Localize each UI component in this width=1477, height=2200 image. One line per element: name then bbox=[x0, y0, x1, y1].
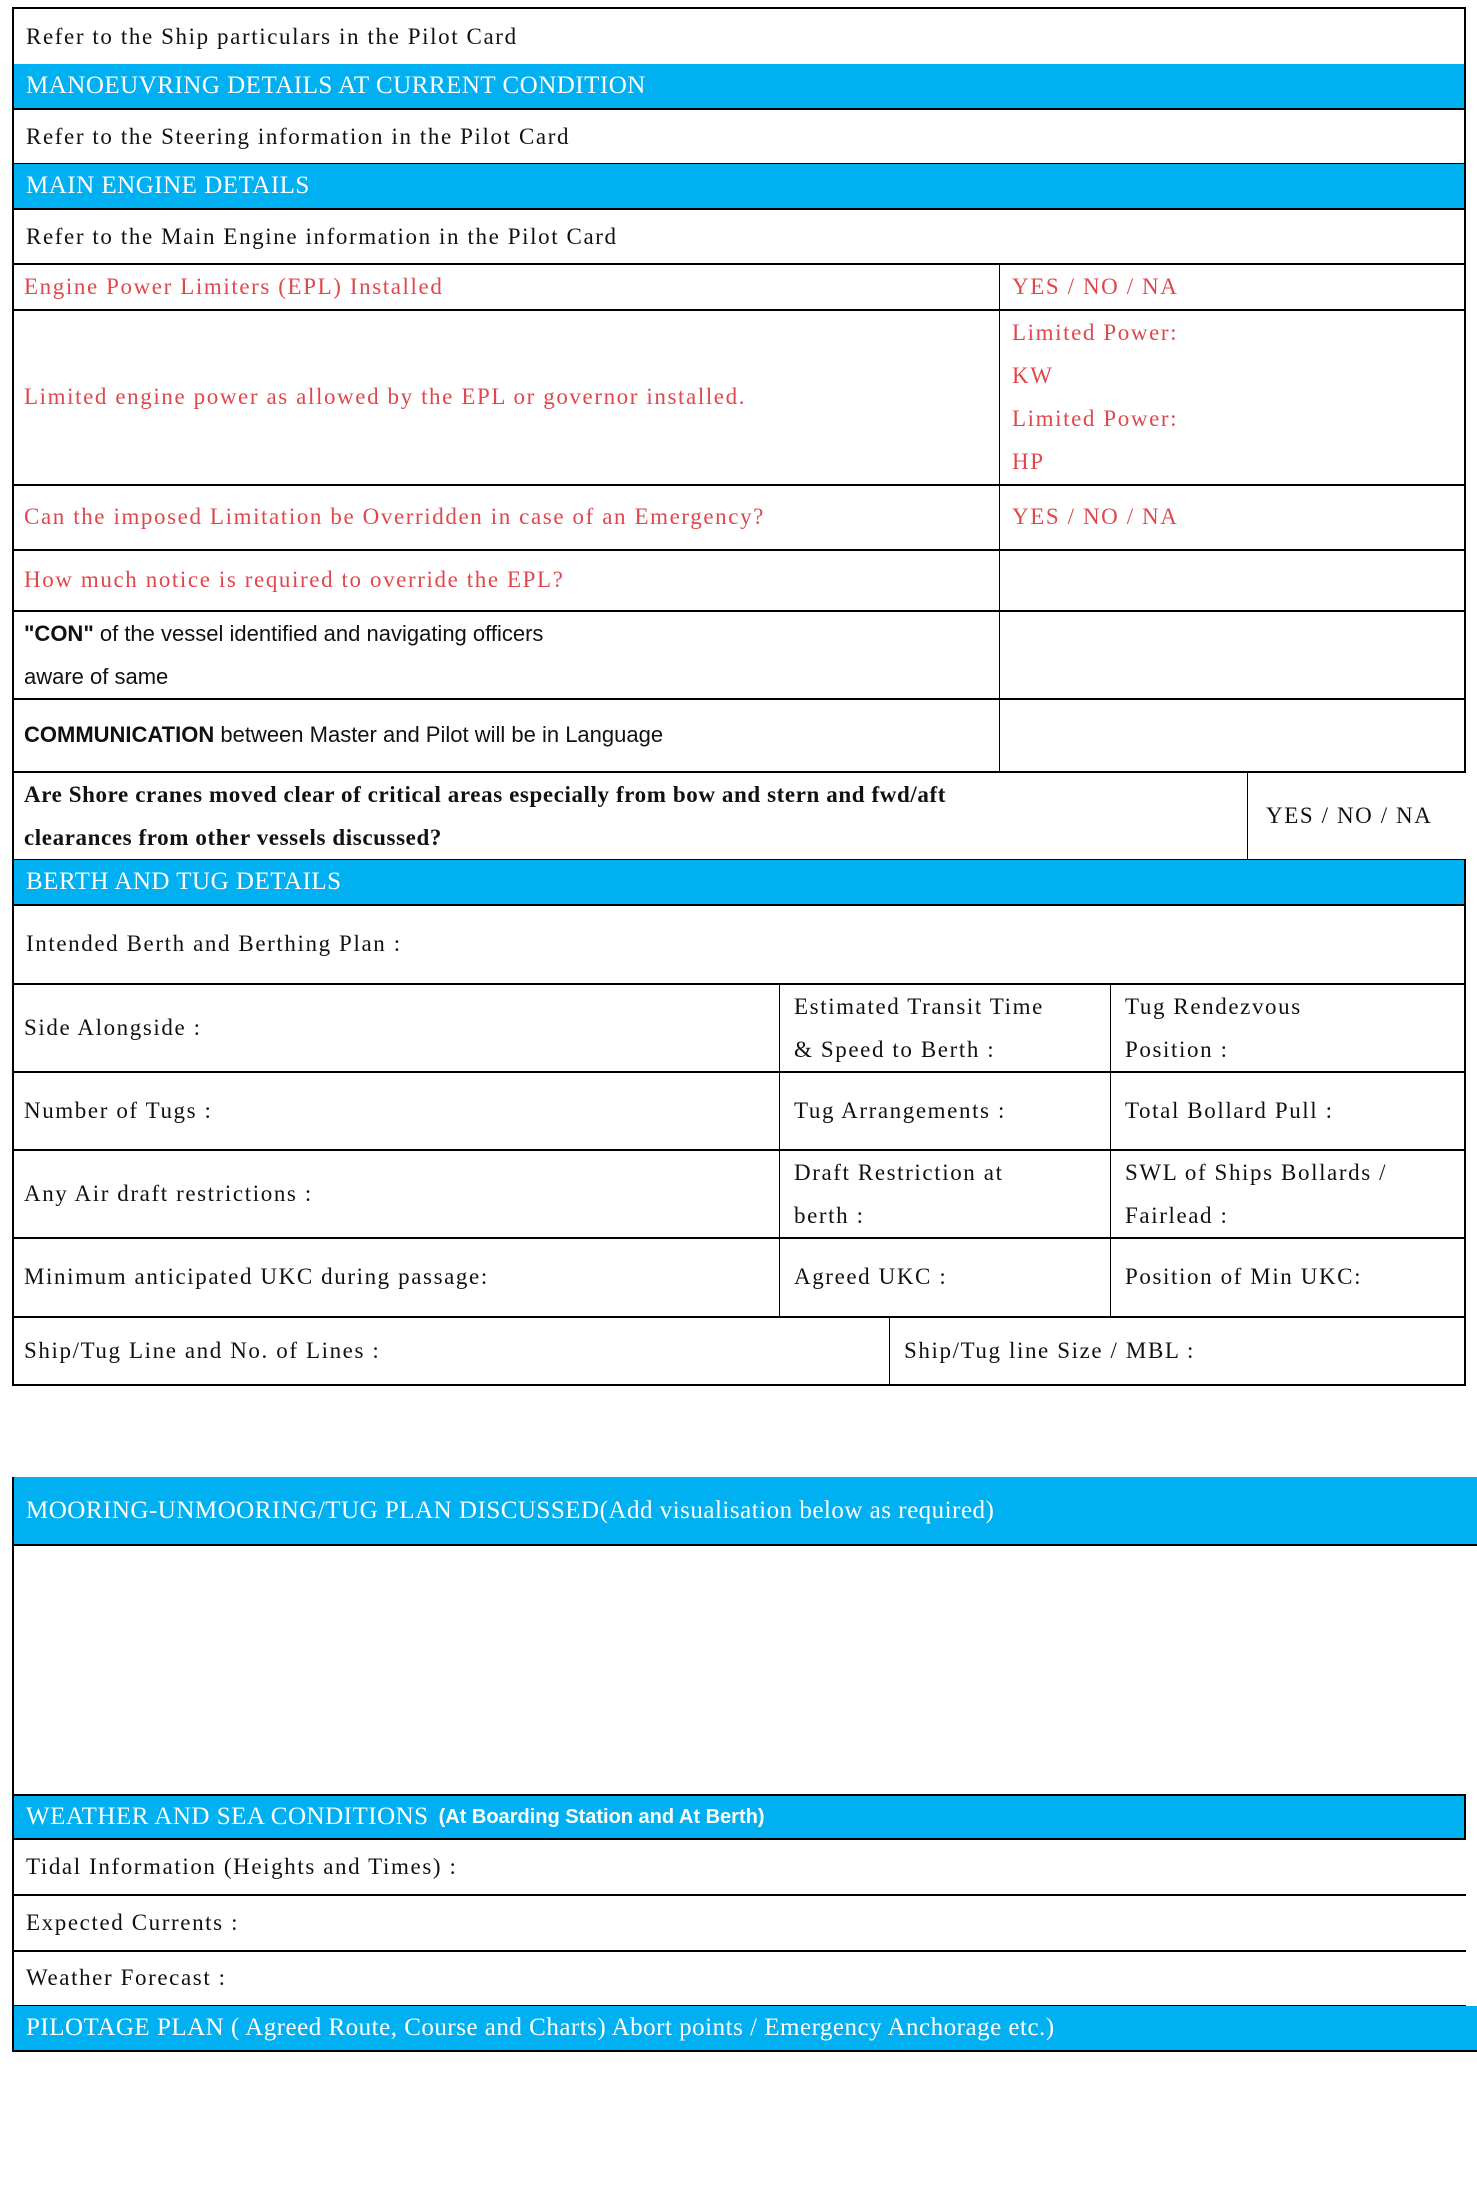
air-draft-label: Any Air draft restrictions : bbox=[24, 1180, 313, 1206]
expected-currents-label: Expected Currents : bbox=[26, 1909, 240, 1935]
tug-line-size-label: Ship/Tug line Size / MBL : bbox=[904, 1337, 1196, 1363]
berth-grid-row bbox=[12, 1238, 1466, 1318]
tug-lines-row bbox=[12, 1317, 1466, 1386]
limited-power-kw-label: Limited Power: bbox=[1012, 320, 1179, 345]
tug-rendezvous-label-line1: Tug Rendezvous bbox=[1125, 993, 1302, 1019]
pilotage-header-title: PILOTAGE PLAN ( Agreed Route, Course and Charts) Abort points / Emergency Anchorage etc.) bbox=[26, 2014, 1055, 2041]
tug-rendezvous-label-line2: Position : bbox=[1125, 1036, 1229, 1062]
total-bollard-pull-field[interactable] bbox=[1110, 1072, 1464, 1149]
tug-lines-count-label: Ship/Tug Line and No. of Lines : bbox=[24, 1337, 381, 1363]
intended-berth-label: Intended Berth and Berthing Plan : bbox=[26, 931, 402, 956]
expected-currents-row[interactable] bbox=[12, 1895, 1466, 1952]
main-engine-section-header bbox=[12, 164, 1466, 210]
berth-grid-row bbox=[12, 984, 1466, 1073]
weather-forecast-row[interactable] bbox=[12, 1951, 1466, 2007]
ship-particulars-note: Refer to the Ship particulars in the Pilot Card bbox=[26, 23, 518, 49]
shore-cranes-yes-no-na[interactable]: YES / NO / NA bbox=[1266, 802, 1433, 828]
con-label-bold: "CON" bbox=[24, 620, 94, 646]
tug-lines-count-field[interactable] bbox=[14, 1317, 891, 1384]
berth-grid-row bbox=[12, 1072, 1466, 1151]
shore-cranes-label-line1: Are Shore cranes moved clear of critical areas especially from bow and stern and fwd/aft bbox=[24, 781, 946, 807]
berth-tug-section-header bbox=[12, 860, 1466, 906]
con-label-line1 bbox=[24, 612, 543, 655]
communication-label bbox=[24, 722, 663, 748]
air-draft-field[interactable] bbox=[14, 1150, 781, 1237]
transit-time-label-line1: Estimated Transit Time bbox=[794, 993, 1044, 1019]
limited-power-label: Limited engine power as allowed by the EPL or governor installed. bbox=[24, 384, 747, 409]
number-of-tugs-label: Number of Tugs : bbox=[24, 1097, 213, 1123]
tug-arrangements-label: Tug Arrangements : bbox=[794, 1097, 1006, 1123]
draft-restriction-label-line1: Draft Restriction at bbox=[794, 1159, 1004, 1185]
override-yes-no-na[interactable]: YES / NO / NA bbox=[1012, 504, 1179, 529]
tidal-info-label: Tidal Information (Heights and Times) : bbox=[26, 1853, 458, 1879]
swl-bollards-field[interactable] bbox=[1110, 1150, 1464, 1237]
tug-rendezvous-field[interactable] bbox=[1110, 984, 1464, 1071]
tidal-info-row[interactable] bbox=[12, 1839, 1466, 1896]
steering-row bbox=[12, 110, 1466, 165]
override-label-cell bbox=[14, 485, 1001, 549]
ship-particulars-row bbox=[12, 9, 1466, 66]
manoeuvring-header-title: MANOEUVRING DETAILS AT CURRENT CONDITION bbox=[26, 72, 646, 99]
number-of-tugs-field[interactable] bbox=[14, 1072, 781, 1149]
communication-label-bold: COMMUNICATION bbox=[24, 722, 215, 747]
con-label-line2: aware of same bbox=[24, 663, 169, 689]
transit-time-field[interactable] bbox=[779, 984, 1112, 1071]
swl-bollards-label-line2: Fairlead : bbox=[1125, 1202, 1229, 1228]
berth-grid-row bbox=[12, 1150, 1466, 1239]
override-label: Can the imposed Limitation be Overridden in case of an Emergency? bbox=[24, 504, 765, 529]
con-value-field[interactable] bbox=[999, 611, 1464, 698]
communication-row bbox=[12, 699, 1466, 773]
min-ukc-label: Minimum anticipated UKC during passage: bbox=[24, 1264, 489, 1289]
limited-power-label-cell bbox=[14, 310, 1001, 484]
con-label-cell bbox=[14, 611, 1001, 698]
shore-cranes-label-line2: clearances from other vessels discussed? bbox=[24, 824, 442, 850]
limited-power-row bbox=[12, 310, 1466, 486]
side-alongside-label: Side Alongside : bbox=[24, 1014, 202, 1040]
draft-restriction-label-line2: berth : bbox=[794, 1202, 865, 1228]
override-options[interactable] bbox=[999, 485, 1464, 549]
limited-power-hp-field[interactable]: HP bbox=[1012, 449, 1045, 474]
epl-installed-label-cell bbox=[14, 264, 1001, 309]
mooring-visualisation-area[interactable] bbox=[12, 1546, 1466, 1796]
epl-installed-row bbox=[12, 264, 1466, 311]
intended-berth-row[interactable] bbox=[12, 905, 1466, 985]
notice-row bbox=[12, 550, 1466, 612]
con-row bbox=[12, 611, 1466, 700]
epl-installed-label: Engine Power Limiters (EPL) Installed bbox=[24, 273, 444, 299]
weather-header-subtitle: (At Boarding Station and At Berth) bbox=[438, 1805, 765, 1828]
position-min-ukc-label: Position of Min UKC: bbox=[1125, 1264, 1363, 1289]
transit-time-label-line2: & Speed to Berth : bbox=[794, 1036, 996, 1062]
total-bollard-pull-label: Total Bollard Pull : bbox=[1125, 1097, 1334, 1123]
weather-section-header bbox=[12, 1794, 1466, 1840]
shore-cranes-options[interactable] bbox=[1247, 772, 1466, 859]
limited-power-hp-label: Limited Power: bbox=[1012, 406, 1179, 431]
limited-power-kw-field[interactable]: KW bbox=[1012, 363, 1054, 388]
main-engine-header-title: MAIN ENGINE DETAILS bbox=[26, 172, 310, 199]
override-row bbox=[12, 485, 1466, 551]
epl-installed-options[interactable] bbox=[999, 264, 1464, 309]
agreed-ukc-label: Agreed UKC : bbox=[794, 1264, 948, 1289]
notice-value-field[interactable] bbox=[999, 550, 1464, 610]
communication-label-cell bbox=[14, 699, 1001, 771]
main-engine-note: Refer to the Main Engine information in the Pilot Card bbox=[26, 223, 618, 249]
main-engine-row bbox=[12, 210, 1466, 265]
tug-line-size-field[interactable] bbox=[889, 1317, 1464, 1384]
communication-language-field[interactable] bbox=[999, 699, 1464, 771]
limited-power-values[interactable] bbox=[999, 310, 1464, 484]
pilotage-section-header bbox=[12, 2006, 1477, 2052]
swl-bollards-label-line1: SWL of Ships Bollards / bbox=[1125, 1159, 1388, 1185]
berth-tug-header-title: BERTH AND TUG DETAILS bbox=[26, 868, 342, 895]
position-min-ukc-field[interactable] bbox=[1110, 1238, 1464, 1316]
weather-header-title: WEATHER AND SEA CONDITIONS bbox=[26, 1803, 429, 1830]
min-ukc-field[interactable] bbox=[14, 1238, 781, 1316]
mooring-section-header bbox=[12, 1477, 1477, 1546]
mooring-header-title: MOORING-UNMOORING/TUG PLAN DISCUSSED(Add visualisation below as required) bbox=[26, 1496, 995, 1524]
shore-cranes-row bbox=[12, 772, 1466, 861]
side-alongside-field[interactable] bbox=[14, 984, 781, 1071]
tug-arrangements-field[interactable] bbox=[779, 1072, 1112, 1149]
notice-label: How much notice is required to override the EPL? bbox=[24, 567, 565, 592]
manoeuvring-section-header bbox=[12, 64, 1466, 110]
weather-forecast-label: Weather Forecast : bbox=[26, 1965, 227, 1990]
epl-installed-yes-no-na[interactable]: YES / NO / NA bbox=[1012, 273, 1179, 299]
notice-label-cell bbox=[14, 550, 1001, 610]
agreed-ukc-field[interactable] bbox=[779, 1238, 1112, 1316]
shore-cranes-label-cell bbox=[14, 772, 1248, 859]
communication-label-rest: between Master and Pilot will be in Language bbox=[214, 722, 664, 747]
steering-note: Refer to the Steering information in the Pilot Card bbox=[26, 123, 571, 149]
draft-restriction-field[interactable] bbox=[779, 1150, 1112, 1237]
con-label-rest: of the vessel identified and navigating officers bbox=[93, 620, 544, 646]
